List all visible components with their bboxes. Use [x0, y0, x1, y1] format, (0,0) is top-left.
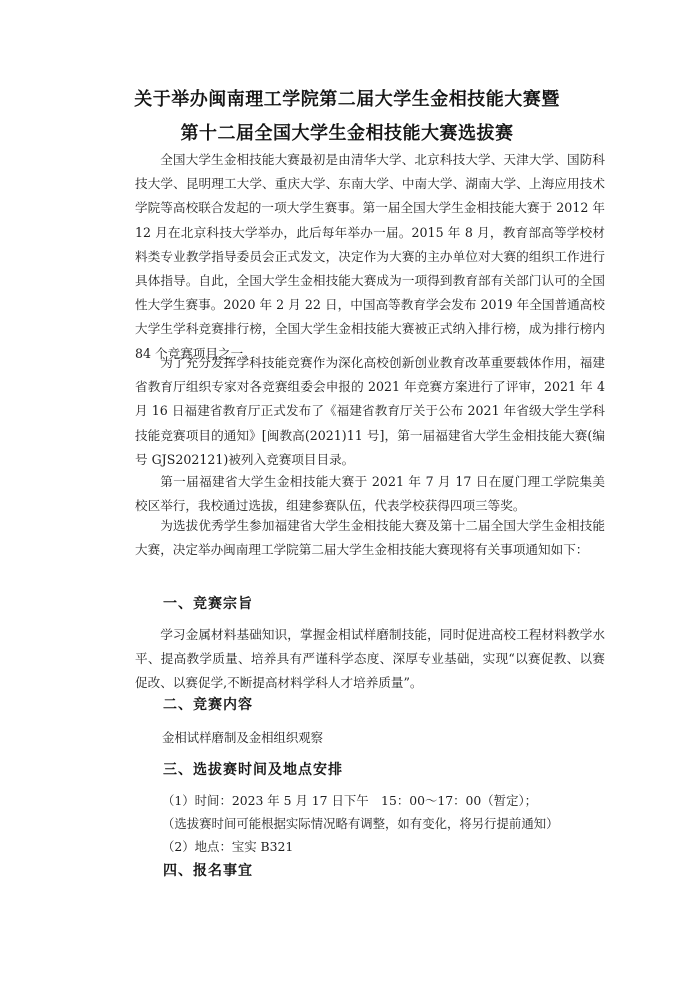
intro-paragraph-history: 全国大学生金相技能大赛最初是由清华大学、北京科技大学、天津大学、国防科技大学、昆明理工大学、重庆大学、东南大学、中南大学、湖南大学、上海应用技术学院等高校联合发起的一项大学生赛事。第一届全国大学生金相技能大赛于 2012 年 12 月在北京科技大学举办，此后每年举办一届。2015 年 8 月，教育部高等学校材料类专业教学指导委员会正式发文，决定作为大赛的主办单位对大赛的组织工作进行具体指导。自此，全国大学生金相技能大赛成为一项得到教育部有关部门认可的全国性大学生赛事。2020 年 2 月 22 日，中国高等教育学会发布 2019 年全国普通高校大学生学科竞赛排行榜，全国大学生金相技能大赛被正式纳入排行榜，成为排行榜内 84 个竞赛项目之一。	[135, 152, 605, 361]
intro-paragraph-notice: 为选拔优秀学生参加福建省大学生金相技能大赛及第十二届全国大学生金相技能大赛，决定举办闽南理工学院第二届大学生金相技能大赛现将有关事项通知如下：	[135, 518, 605, 558]
intro-paragraph-first-contest: 第一届福建省大学生金相技能大赛于 2021 年 7 月 17 日在厦门理工学院集美校区举行，我校通过选拔，组建参赛队伍，代表学校获得四项三等奖。	[135, 474, 605, 514]
section-heading-schedule: 三、选拔赛时间及地点安排	[163, 762, 343, 778]
schedule-note-line: （选拔赛时间可能根据实际情况略有调整，如有变化，将另行提前通知）	[162, 816, 559, 831]
section-heading-purpose: 一、竞赛宗旨	[163, 596, 253, 612]
intro-paragraph-provincial: 为了充分发挥学科技能竞赛作为深化高校创新创业教育改革重要载体作用，福建省教育厅组织专家对各竞赛组委会申报的 2021 年竞赛方案进行了评审，2021 年 4 月 16 日福建省教育厅正式发布了《福建省教育厅关于公布 2021 年省级大学生学科技能竞赛项目的通知》[闽教高(2021)11 号]，第一届福建省大学生金相技能大赛(编号 GJS202121)被列入竞赛项目目录。	[135, 355, 605, 467]
schedule-location-line: （2）地点：宝实 B321	[162, 839, 294, 854]
document-title-line-1: 关于举办闽南理工学院第二届大学生金相技能大赛暨	[134, 89, 560, 110]
section-text-content: 金相试样磨制及金相组织观察	[162, 730, 324, 745]
section-heading-registration: 四、报名事宜	[163, 863, 253, 879]
section-text-purpose: 学习金属材料基础知识，掌握金相试样磨制技能，同时促进高校工程材料教学水平、提高教学质量、培养具有严谨科学态度、深厚专业基础，实现“以赛促教、以赛促改、以赛促学,不断提高材料学科人才培养质量”。	[135, 627, 605, 691]
section-heading-content: 二、竞赛内容	[163, 697, 253, 713]
document-title-line-2: 第十二届全国大学生金相技能大赛选拔赛	[180, 123, 514, 144]
schedule-time-line: （1）时间：2023 年 5 月 17 日下午 15：00～17：00（暂定）；	[162, 793, 538, 808]
